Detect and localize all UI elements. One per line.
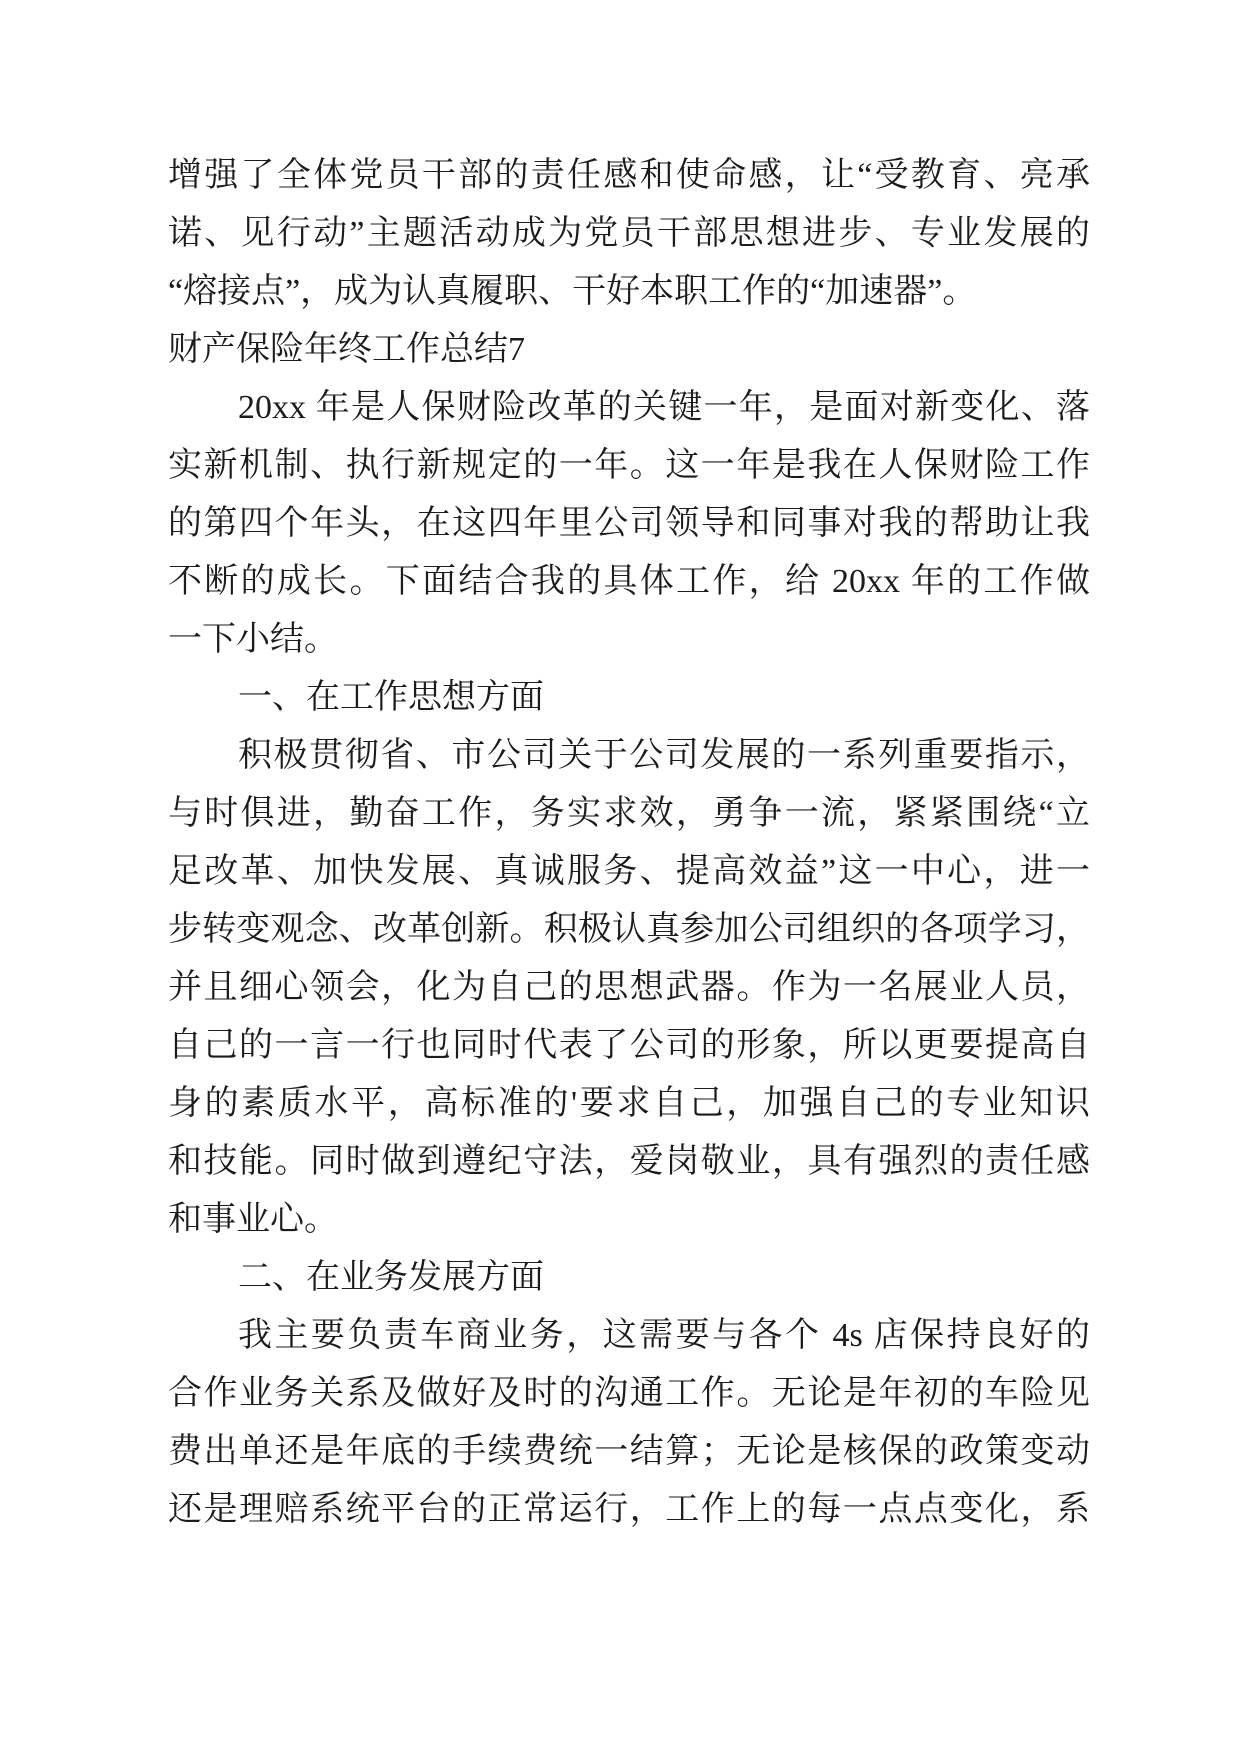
text-line: 实新机制、执行新规定的一年。这一年是我在人保财险工作 — [168, 447, 1090, 484]
text-line: 合作业务关系及做好及时的沟通工作。无论是年初的车险见 — [168, 1375, 1090, 1412]
section-heading: 二、在业务发展方面 — [238, 1259, 544, 1296]
text-line: 与时俱进，勤奋工作，务实求效，勇争一流，紧紧围绕“立 — [168, 795, 1090, 832]
text-line: 还是理赔系统平台的正常运行，工作上的每一点点变化，系 — [168, 1491, 1090, 1528]
text-line: 费出单还是年底的手续费统一结算；无论是核保的政策变动 — [168, 1433, 1090, 1470]
text-line: 20xx 年是人保财险改革的关键一年，是面对新变化、落 — [238, 389, 1090, 426]
text-line: 诺、见行动”主题活动成为党员干部思想进步、专业发展的 — [168, 215, 1090, 252]
text-line: 并且细心领会，化为自己的思想武器。作为一名展业人员， — [168, 969, 1090, 1006]
text-line: 一下小结。 — [168, 621, 338, 658]
text-line: 增强了全体党员干部的责任感和使命感，让“受教育、亮承 — [168, 157, 1090, 194]
text-line: 我主要负责车商业务，这需要与各个 4s 店保持良好的 — [238, 1317, 1090, 1354]
document-text-block — [168, 147, 1090, 1539]
document-title: 财产保险年终工作总结7 — [168, 331, 525, 368]
text-line: 自己的一言一行也同时代表了公司的形象，所以更要提高自 — [168, 1027, 1090, 1064]
section-heading: 一、在工作思想方面 — [238, 679, 544, 716]
text-line: 积极贯彻省、市公司关于公司发展的一系列重要指示， — [238, 737, 1090, 774]
text-line: 的第四个年头，在这四年里公司领导和同事对我的帮助让我 — [168, 505, 1090, 542]
text-line: 不断的成长。下面结合我的具体工作，给 20xx 年的工作做 — [168, 563, 1090, 600]
text-line: 足改革、加快发展、真诚服务、提高效益”这一中心，进一 — [168, 853, 1090, 890]
text-line: 身的素质水平，高标准的'要求自己，加强自己的专业知识 — [168, 1085, 1090, 1122]
text-line: 和技能。同时做到遵纪守法，爱岗敬业，具有强烈的责任感 — [168, 1143, 1090, 1180]
text-line: 和事业心。 — [168, 1201, 338, 1238]
text-line: 步转变观念、改革创新。积极认真参加公司组织的各项学习， — [168, 911, 1090, 948]
text-line: “熔接点”，成为认真履职、干好本职工作的“加速器”。 — [168, 273, 977, 310]
